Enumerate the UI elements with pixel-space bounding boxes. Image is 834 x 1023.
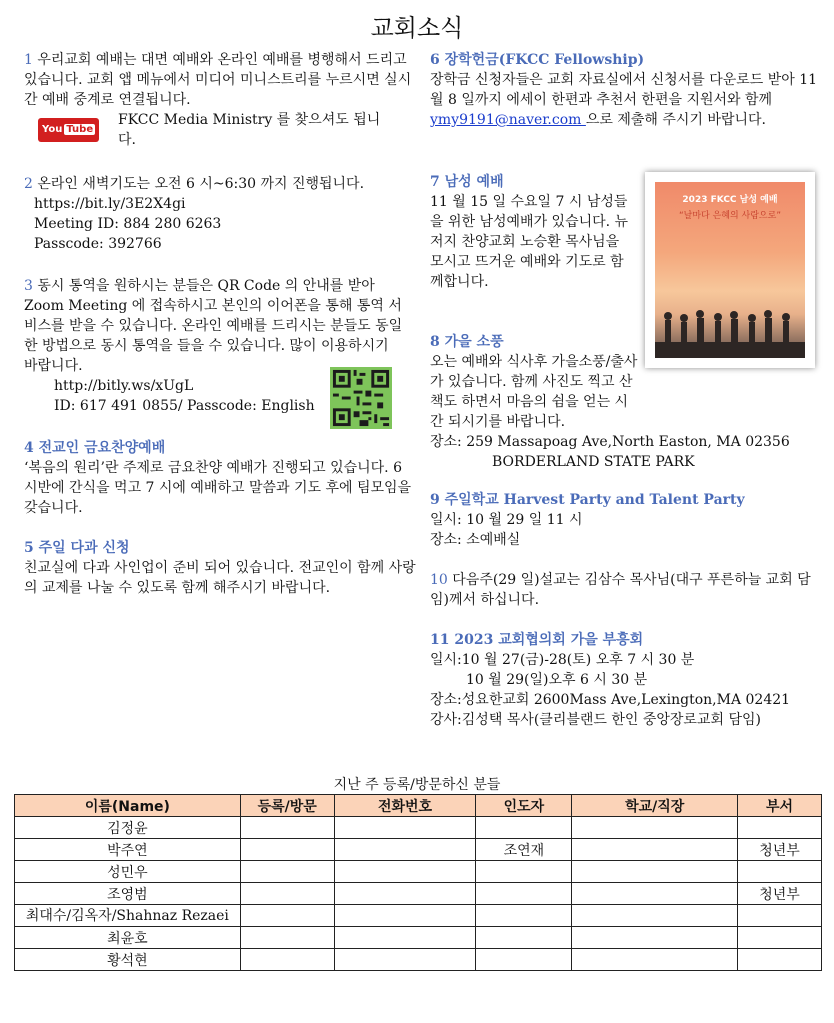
table-row: [15, 949, 822, 971]
table-cell: [240, 861, 334, 883]
table-cell: [240, 949, 334, 971]
table-row: [15, 817, 822, 839]
item-heading: 전교인 금요찬양예배: [38, 440, 166, 456]
item-number: 5: [24, 540, 34, 556]
news-item-1: [24, 50, 416, 150]
interpretation-link[interactable]: http://bitly.ws/xUgL: [54, 378, 194, 394]
column-header: 이름(Name): [15, 795, 241, 817]
youtube-channel-text: FKCC Media Ministry 를 찾으셔도 됩니다.: [118, 112, 381, 148]
news-item-6: [430, 50, 828, 130]
poster-subtitle: “날마다 은혜의 사람으로”: [679, 211, 781, 221]
table-cell: [572, 861, 738, 883]
table-header-row: [15, 795, 822, 817]
item-number: 3: [24, 278, 33, 294]
table-cell: [476, 905, 572, 927]
news-item-2: [24, 174, 416, 254]
item-text: 다음주(29 일)설교는 김삼수 목사님(대구 푸른하늘 교회 담임)께서 하십니다.: [430, 572, 811, 608]
table-cell: 성민우: [15, 861, 241, 883]
item-heading: 2023 교회협의회 가을 부흥회: [454, 632, 644, 648]
table-cell: [476, 861, 572, 883]
news-item-4: [24, 438, 416, 518]
table-cell: [334, 839, 476, 861]
passcode: Passcode: 392766: [34, 236, 162, 252]
table-cell: [738, 949, 822, 971]
revival-speaker: 강사:김성택 목사(클리블랜드 한인 중앙장로교회 담임): [430, 712, 761, 728]
dawn-prayer-link[interactable]: https://bit.ly/3E2X4gi: [34, 196, 186, 212]
table-cell: [334, 949, 476, 971]
table-cell: [572, 905, 738, 927]
table-cell: [476, 949, 572, 971]
youtube-logo-text: You: [42, 124, 63, 135]
table-cell: [240, 905, 334, 927]
page-title: 교회소식: [370, 14, 464, 42]
column-header: 인도자: [476, 795, 572, 817]
table-cell: [572, 883, 738, 905]
item-text: 우리교회 예배는 대면 예배와 온라인 예배를 병행해서 드리고 있습니다. 교회 앱 메뉴에서 미디어 미니스트리를 누르시면 실시간 예배 중계로 연결됩니다.: [24, 52, 412, 108]
item-text-end: 으로 제출해 주시기 바랍니다.: [585, 112, 766, 128]
table-cell: [572, 817, 738, 839]
item-text: 오는 예배와 식사후 가을소풍/출사가 있습니다. 함께 사진도 찍고 산책도 하면서 마음의 쉼을 얻는 시간 되시기를 바랍니다.: [430, 354, 638, 430]
table-cell: [476, 927, 572, 949]
table-row: [15, 927, 822, 949]
item-number: 7: [430, 174, 440, 190]
table-cell: 조연재: [476, 839, 572, 861]
news-item-8: [430, 332, 828, 472]
table-cell: [240, 839, 334, 861]
table-row: [15, 861, 822, 883]
item-heading: 주일학교 Harvest Party and Talent Party: [444, 492, 745, 508]
table-cell: [738, 817, 822, 839]
revival-date-2: 10 월 29(일)오후 6 시 30 분: [466, 672, 648, 688]
item-number: 10: [430, 572, 448, 588]
table-cell: [572, 839, 738, 861]
interpretation-id: ID: 617 491 0855/ Passcode: English: [54, 398, 315, 414]
table-cell: 청년부: [738, 839, 822, 861]
table-cell: [240, 883, 334, 905]
table-cell: 최대수/김옥자/Shahnaz Rezaei: [15, 905, 241, 927]
item-heading: 가을 소풍: [444, 334, 504, 350]
youtube-logo-icon: You Tube: [38, 118, 99, 142]
visitors-caption: 지난 주 등록/방문하신 분들: [333, 777, 501, 793]
item-text: 11 월 15 일 수요일 7 시 남성들을 위한 남성예배가 있습니다. 뉴저지 찬양교회 노승환 목사님을 모시고 뜨거운 예배와 기도로 함께합니다.: [430, 194, 629, 290]
email-link[interactable]: ymy9191@naver.com: [430, 112, 586, 128]
event-date: 일시: 10 월 29 일 11 시: [430, 512, 583, 528]
meeting-id: Meeting ID: 884 280 6263: [34, 216, 222, 232]
table-cell: 김정윤: [15, 817, 241, 839]
picnic-location-name: BORDERLAND STATE PARK: [492, 454, 695, 470]
table-cell: [334, 817, 476, 839]
table-cell: [572, 949, 738, 971]
table-cell: [334, 861, 476, 883]
table-cell: 최윤호: [15, 927, 241, 949]
table-cell: [476, 883, 572, 905]
table-cell: [572, 927, 738, 949]
column-header: 등록/방문: [240, 795, 334, 817]
item-number: 8: [430, 334, 440, 350]
table-row: [15, 839, 822, 861]
item-text: 온라인 새벽기도는 오전 6 시~6:30 까지 진행됩니다.: [37, 176, 365, 192]
item-text: ‘복음의 원리’란 주제로 금요찬양 예배가 진행되고 있습니다. 6 시반에 간식을 먹고 7 시에 예배하고 말씀과 기도 후에 팀모임을 갖습니다.: [24, 460, 412, 516]
news-item-7: [430, 172, 630, 292]
table-cell: [334, 883, 476, 905]
item-heading: 주일 다과 신청: [38, 540, 130, 556]
table-cell: [334, 905, 476, 927]
table-cell: [738, 861, 822, 883]
table-cell: [334, 927, 476, 949]
revival-place: 장소:성요한교회 2600Mass Ave,Lexington,MA 02421: [430, 692, 791, 708]
item-number: 1: [24, 52, 33, 68]
table-row: [15, 905, 822, 927]
table-cell: [738, 927, 822, 949]
table-cell: 청년부: [738, 883, 822, 905]
item-number: 2: [24, 176, 33, 192]
item-text: 동시 통역을 원하시는 분들은 QR Code 의 안내를 받아 Zoom Meeting 에 접속하시고 본인의 이어폰을 통해 통역 서비스를 받을 수 있습니다. 온라인 예배를 드리시는 분들도 동일한 방법으로 동시 통역을 들을 수 있습니다. 많이 이용하시기 바랍니다.: [24, 278, 403, 374]
table-cell: 황석현: [15, 949, 241, 971]
news-item-5: [24, 538, 416, 598]
news-item-11: [430, 630, 828, 730]
table-cell: [240, 817, 334, 839]
item-heading: 남성 예배: [444, 174, 504, 190]
table-cell: [476, 817, 572, 839]
item-text: 친교실에 다과 사인업이 준비 되어 있습니다. 전교인이 함께 사랑의 교제를 나눌 수 있도록 함께 해주시기 바랍니다.: [24, 560, 416, 596]
poster-title: 2023 FKCC 남성 예배: [682, 195, 778, 205]
qr-code-icon[interactable]: [330, 367, 392, 429]
table-cell: 조영범: [15, 883, 241, 905]
column-header: 학교/직장: [572, 795, 738, 817]
visitors-table: [14, 794, 822, 971]
column-header: 부서: [738, 795, 822, 817]
news-item-9: [430, 490, 828, 550]
item-number: 4: [24, 440, 34, 456]
item-number: 9: [430, 492, 440, 508]
column-header: 전화번호: [334, 795, 476, 817]
item-heading: 장학헌금(FKCC Fellowship): [444, 52, 645, 68]
table-cell: [738, 905, 822, 927]
table-row: [15, 883, 822, 905]
item-number: 6: [430, 52, 440, 68]
picnic-location: 장소: 259 Massapoag Ave,North Easton, MA 02356: [430, 434, 790, 450]
news-item-10: [430, 570, 828, 610]
table-cell: 박주연: [15, 839, 241, 861]
item-number: 11: [430, 632, 450, 648]
event-place: 장소: 소예배실: [430, 532, 521, 548]
table-cell: [240, 927, 334, 949]
item-text: 장학금 신청자들은 교회 자료실에서 신청서를 다운로드 받아 11 월 8 일까지 에세이 한편과 추천서 한편을 지원서와 함께: [430, 72, 818, 108]
revival-date-1: 일시:10 월 27(금)-28(토) 오후 7 시 30 분: [430, 652, 695, 668]
